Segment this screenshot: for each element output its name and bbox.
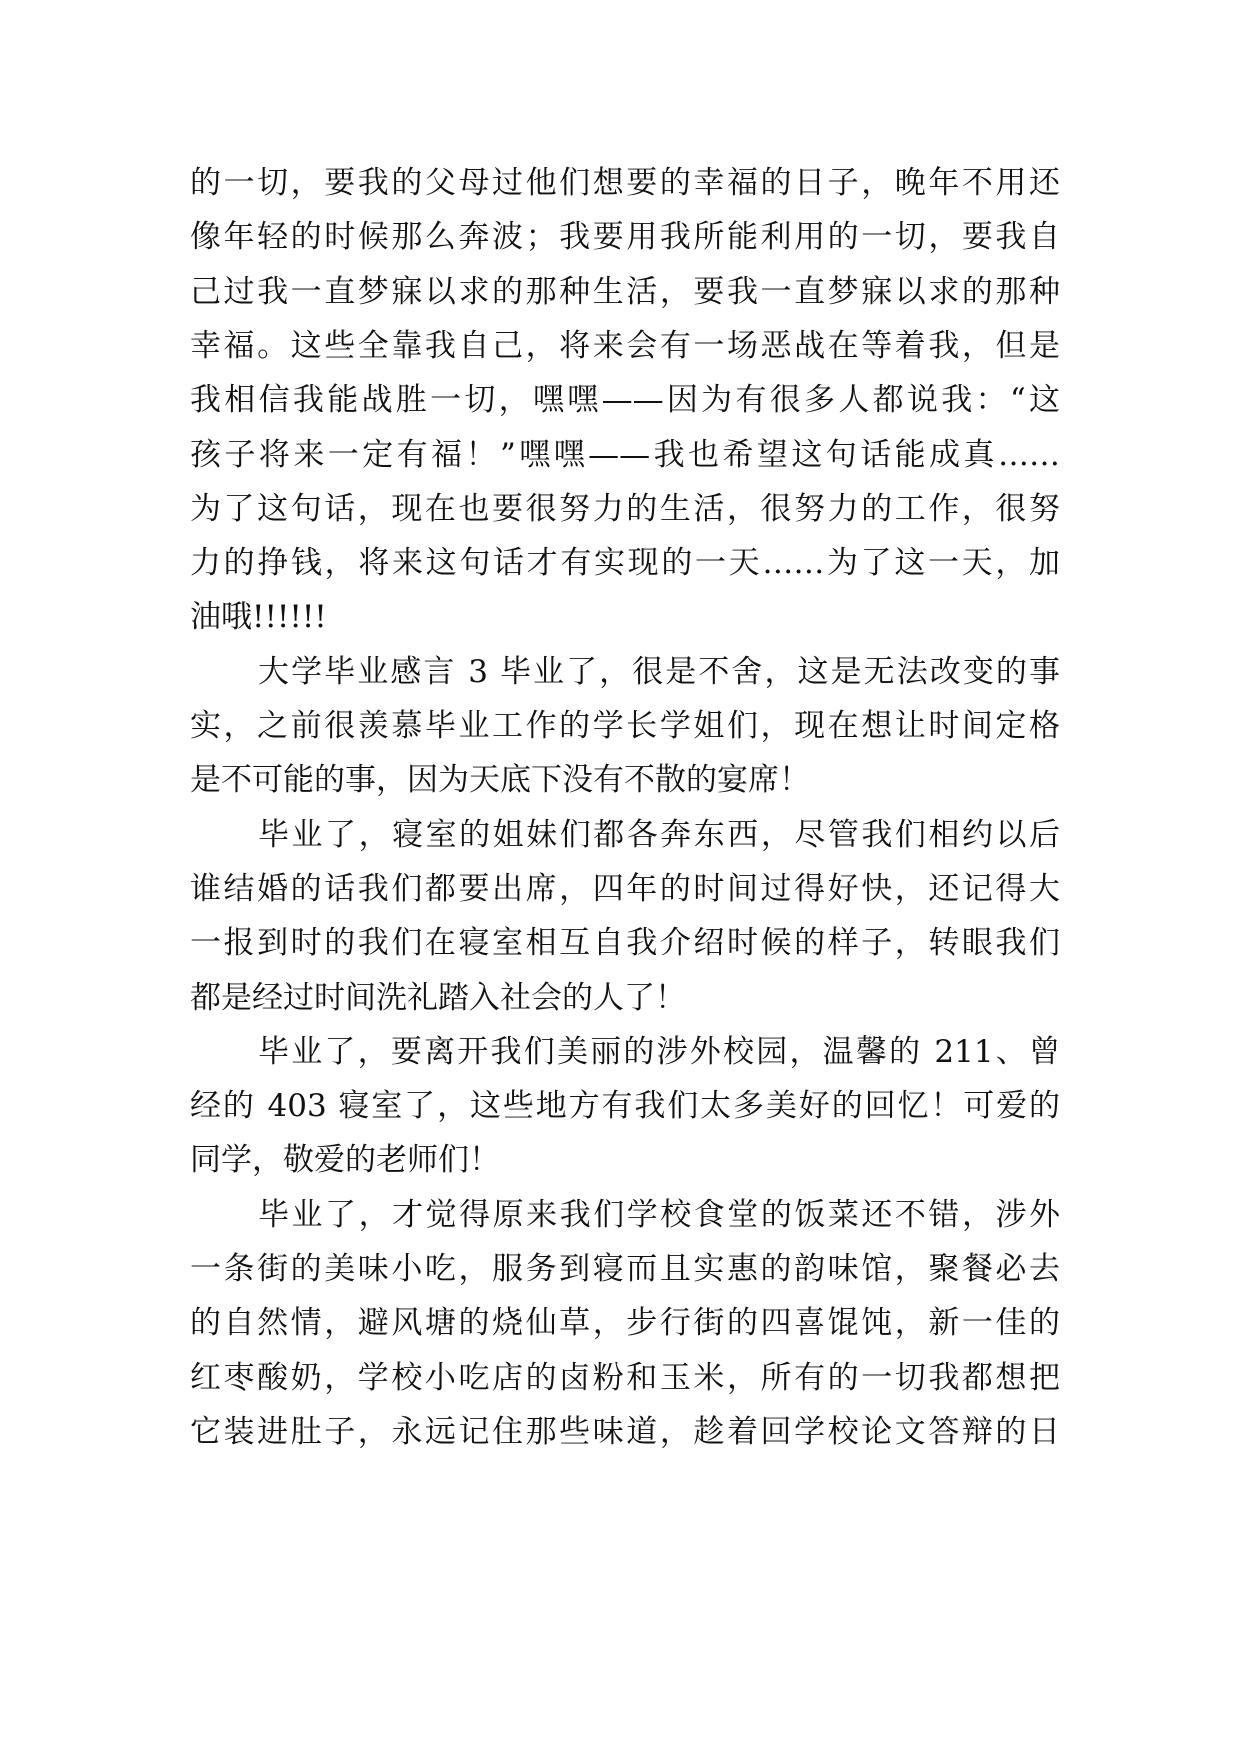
paragraph-first-line: 毕业了，才觉得原来我们学校食堂的饭菜还不错，涉外 (258, 1197, 1060, 1233)
paragraph-first-line: 毕业了，寝室的姐妹们都各奔东西，尽管我们相约以后 (258, 817, 1060, 853)
text-line: 像年轻的时候那么奔波；我要用我所能利用的一切，要我自 (190, 219, 1060, 255)
text-line: 实，之前很羡慕毕业工作的学长学姐们，现在想让时间定格 (190, 708, 1060, 744)
text-line: 它装进肚子，永远记住那些味道，趁着回学校论文答辩的日 (190, 1414, 1060, 1450)
text-line: 孩子将来一定有福！”嘿嘿——我也希望这句话能成真…… (190, 437, 1060, 473)
text-line: 是不可能的事，因为天底下没有不散的宴席！ (190, 762, 810, 798)
paragraph-first-line: 大学毕业感言 3 毕业了，很是不舍，这是无法改变的事 (258, 654, 1060, 690)
text-line: 力的挣钱，将来这句话才有实现的一天……为了这一天，加 (190, 545, 1060, 581)
text-line: 都是经过时间洗礼踏入社会的人了！ (190, 980, 686, 1016)
text-line: 油哦!!!!!! (190, 599, 327, 635)
text-line: 幸福。这些全靠我自己，将来会有一场恶战在等着我，但是 (190, 328, 1060, 364)
paragraph-first-line: 毕业了，要离开我们美丽的涉外校园，温馨的 211、曾 (258, 1034, 1060, 1070)
text-line: 经的 403 寝室了，这些地方有我们太多美好的回忆！可爱的 (190, 1088, 1060, 1124)
text-line: 一报到时的我们在寝室相互自我介绍时候的样子，转眼我们 (190, 925, 1060, 961)
text-line: 的一切，要我的父母过他们想要的幸福的日子，晚年不用还 (190, 165, 1060, 201)
text-line: 同学，敬爱的老师们！ (190, 1142, 500, 1178)
text-line: 的自然情，避风塘的烧仙草，步行街的四喜馄饨，新一佳的 (190, 1305, 1060, 1341)
text-line: 为了这句话，现在也要很努力的生活，很努力的工作，很努 (190, 491, 1060, 527)
text-line: 谁结婚的话我们都要出席，四年的时间过得好快，还记得大 (190, 871, 1060, 907)
text-line: 一条街的美味小吃，服务到寝而且实惠的韵味馆，聚餐必去 (190, 1251, 1060, 1287)
text-line: 红枣酸奶，学校小吃店的卤粉和玉米，所有的一切我都想把 (190, 1360, 1060, 1396)
text-line: 我相信我能战胜一切，嘿嘿——因为有很多人都说我：“这 (190, 382, 1060, 418)
text-line: 己过我一直梦寐以求的那种生活，要我一直梦寐以求的那种 (190, 274, 1060, 310)
